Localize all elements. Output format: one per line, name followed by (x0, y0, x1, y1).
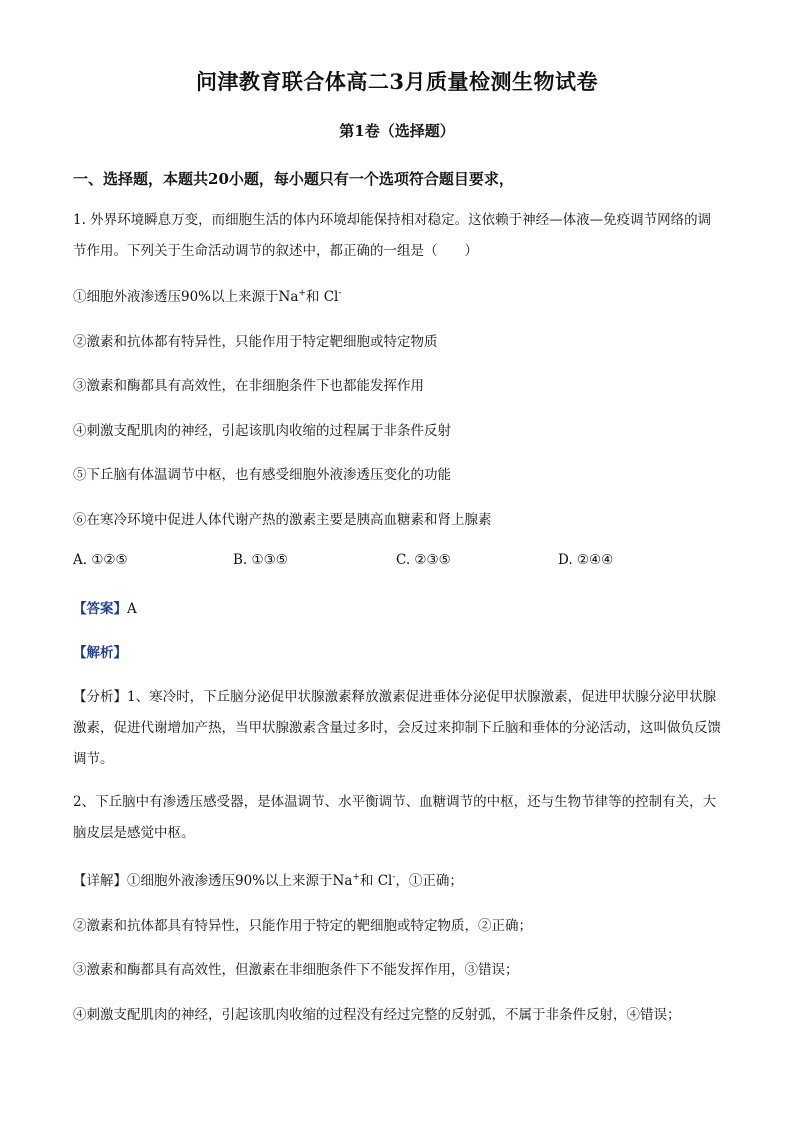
section-heading: 一、选择题，本题共20小题，每小题只有一个选项符合题目要求， (73, 170, 514, 188)
answer-line (73, 597, 137, 617)
fenxi-paragraph-2: 2、下丘脑中有渗透压感受器，是体温调节、水平衡调节、血糖调节的中枢，还与生物节律等的控制有关，大脑皮层是感觉中枢。 (73, 794, 717, 841)
detail-line-1: 【详解】①细胞外液渗透压90%以上来源于Na+和 Cl-，①正确； (73, 872, 463, 889)
option-d: D. ②④④ (558, 552, 614, 568)
option-c: C. ②③⑤ (396, 552, 451, 568)
fenxi-paragraph-1: 【分析】1、寒冷时，下丘脑分泌促甲状腺激素释放激素促进垂体分泌促甲状腺激素，促进甲状腺分泌甲状腺激素，促进代谢增加产热，当甲状腺激素含量过多时，会反过来抑制下丘脑和垂体的分泌活动，这叫做负反馈调节。 (73, 689, 721, 767)
option-a: A. ①②⑤ (73, 552, 128, 568)
question-item-4: ④刺激支配肌肉的神经，引起该肌肉收缩的过程属于非条件反射 (73, 423, 451, 439)
option-b: B. ①③⑤ (233, 552, 288, 568)
detail-line-2: ②激素和抗体都具有特异性，只能作用于特定的靶细胞或特定物质，②正确； (73, 918, 532, 934)
answer-label: 【答案】 (73, 601, 127, 617)
question-item-6: ⑥在寒冷环境中促进人体代谢产热的激素主要是胰高血糖素和肾上腺素 (73, 512, 492, 528)
question-item-3: ③激素和酶都具有高效性，在非细胞条件下也都能发挥作用 (73, 378, 424, 394)
question-item-1: ①细胞外液渗透压90%以上来源于Na+和 Cl- (73, 288, 342, 305)
paper-subtitle: 第1卷（选择题） (339, 122, 455, 140)
page-title: 问津教育联合体高二3月质量检测生物试卷 (195, 69, 599, 94)
question-item-5: ⑤下丘脑有体温调节中枢，也有感受细胞外液渗透压变化的功能 (73, 467, 451, 483)
detail-line-3: ③激素和酶都具有高效性，但激素在非细胞条件下不能发挥作用，③错误； (73, 962, 519, 978)
detail-line-4: ④刺激支配肌肉的神经，引起该肌肉收缩的过程没有经过完整的反射弧，不属于非条件反射，④错误； (73, 1007, 681, 1023)
question-item-2: ②激素和抗体都有特异性，只能作用于特定靶细胞或特定物质 (73, 334, 438, 350)
analysis-label: 【解析】 (73, 645, 127, 661)
question-stem: 1. 外界环境瞬息万变，而细胞生活的体内环境却能保持相对稳定。这依赖于神经—体液—免疫调节网络的调节作用。下列关于生命活动调节的叙述中，都正确的一组是（ ） (73, 212, 712, 259)
answer-value: A (127, 601, 137, 617)
